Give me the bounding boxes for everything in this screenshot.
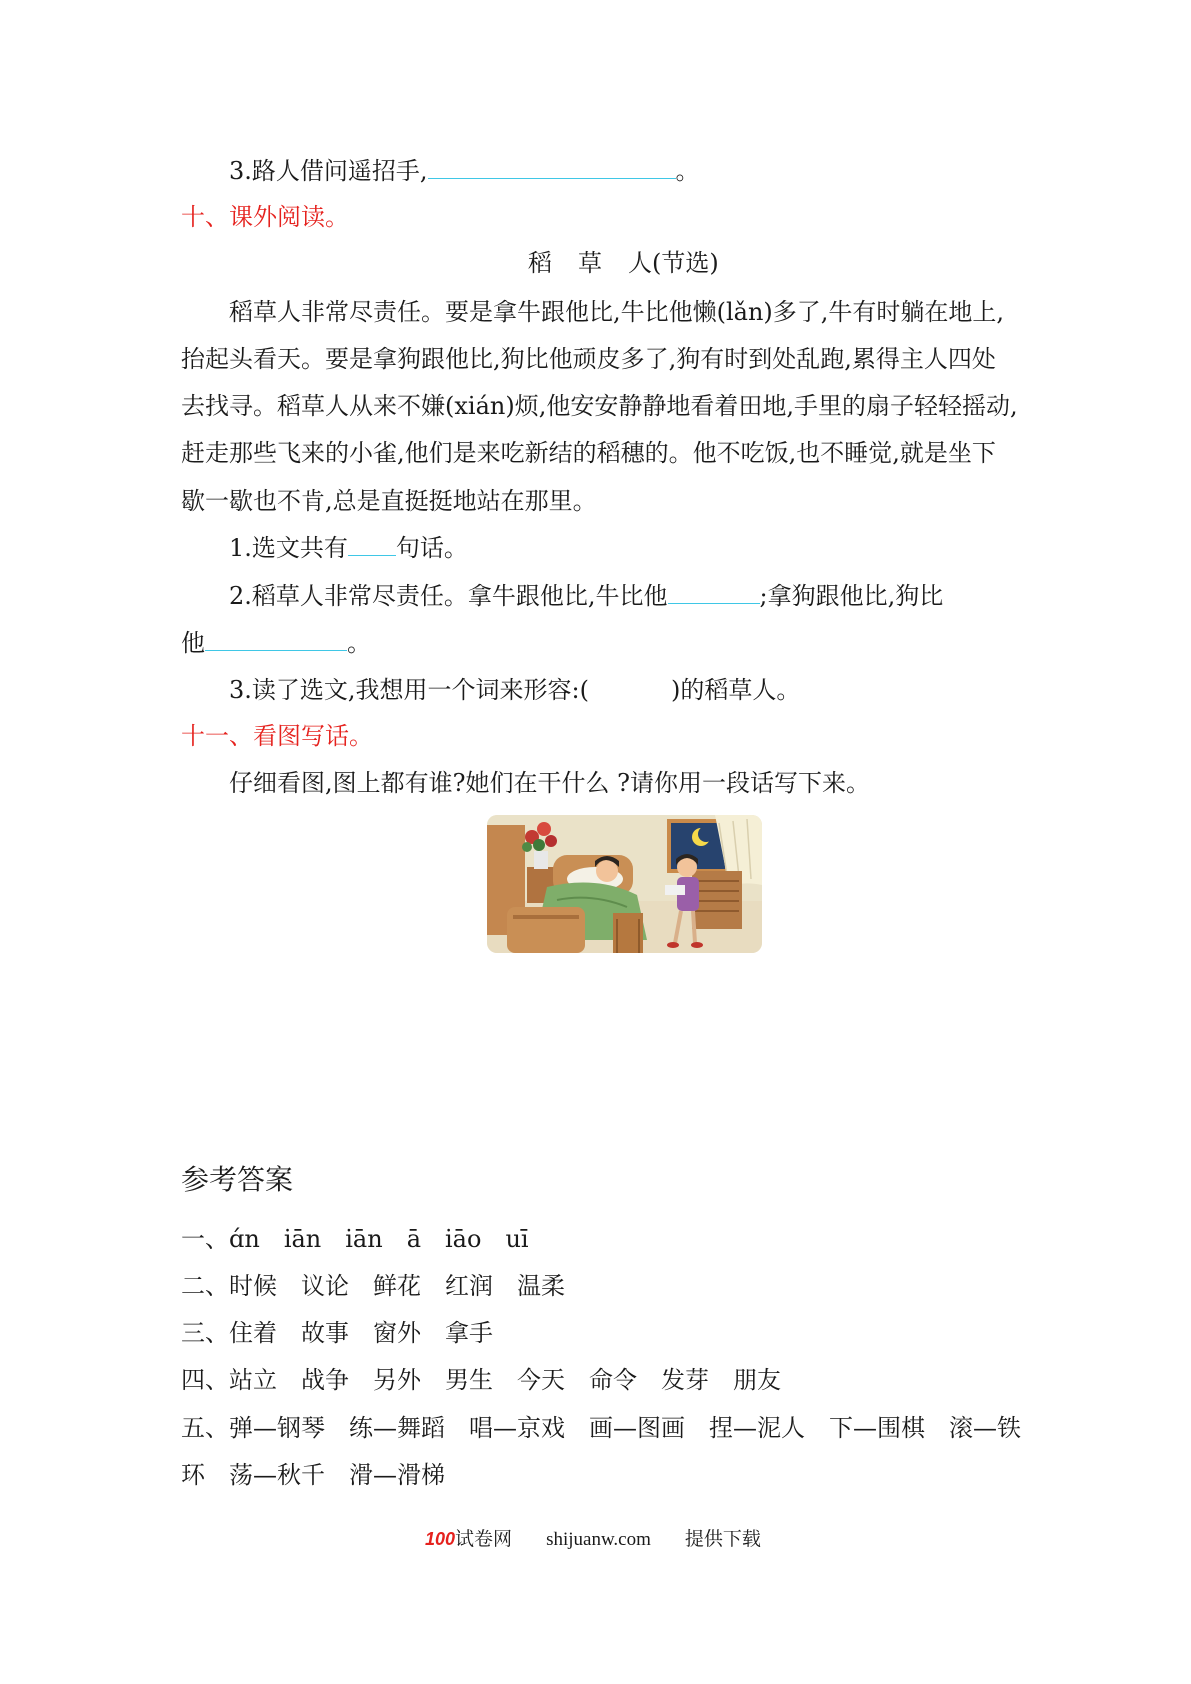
question-10-3: [229, 675, 800, 705]
section-11-heading: 十一、看图写话。: [181, 722, 373, 750]
site-domain-link[interactable]: shijuanw.com: [546, 1529, 651, 1550]
answers-title: 参考答案: [181, 1163, 294, 1196]
answer-line: 五、弹—钢琴 练—舞蹈 唱—京戏 画—图画 捏—泥人 下—围棋 滚—铁: [181, 1414, 1021, 1442]
title-char: 稻: [528, 249, 552, 277]
answer-line: 环 荡—秋千 滑—滑梯: [181, 1461, 445, 1489]
question-9-3: [229, 156, 700, 186]
passage-title: [528, 248, 719, 278]
title-suffix: (节选): [652, 249, 719, 277]
question-10-2-mid: ;拿狗跟他比,狗比: [759, 582, 944, 610]
footer: [425, 1526, 761, 1553]
answer-blank[interactable]: [428, 156, 676, 179]
question-9-3-prefix: 3.路人借问遥招手,: [229, 157, 428, 185]
site-name: 试卷网: [455, 1528, 513, 1550]
section-10-heading: 十、课外阅读。: [181, 203, 349, 231]
question-10-3-suffix: )的稻草人。: [670, 676, 801, 704]
question-10-1-prefix: 1.选文共有: [229, 534, 348, 562]
picture-writing-prompt: 仔细看图,图上都有谁?她们在干什么 ?请你用一段话写下来。: [229, 769, 870, 797]
question-9-3-suffix: 。: [675, 157, 700, 185]
passage-line: 歇一歇也不肯,总是直挺挺地站在那里。: [181, 487, 597, 515]
answer-line: 二、时候 议论 鲜花 红润 温柔: [181, 1272, 565, 1300]
question-10-2-line2-suffix: 。: [347, 629, 371, 657]
passage-line: 去找寻。稻草人从来不嫌(xián)烦,他安安静静地看着田地,手里的扇子轻轻摇动,: [181, 392, 1018, 420]
question-10-2: [229, 581, 943, 611]
question-10-2-line2-prefix: 他: [181, 629, 205, 657]
passage-line: 抬起头看天。要是拿狗跟他比,狗比他顽皮多了,狗有时到处乱跑,累得主人四处: [181, 345, 996, 373]
answer-line: 三、住着 故事 窗外 拿手: [181, 1319, 493, 1347]
question-10-1-suffix: 句话。: [395, 534, 468, 562]
answer-blank[interactable]: [668, 581, 760, 604]
download-text: 提供下载: [684, 1528, 761, 1550]
answer-line: 一、ɑ́n iān iān ā iāo uī: [181, 1225, 529, 1253]
site-logo-number: 100: [425, 1529, 456, 1549]
illustration-sick-mother-in-bed: [487, 815, 762, 953]
answer-blank[interactable]: [205, 628, 347, 651]
title-char: 人: [628, 249, 652, 277]
answer-blank[interactable]: [348, 533, 396, 556]
illustration-svg: [487, 815, 762, 953]
question-10-3-prefix: 3.读了选文,我想用一个词来形容:(: [229, 676, 589, 704]
title-char: 草: [578, 249, 602, 277]
passage-line: 赶走那些飞来的小雀,他们是来吃新结的稻穗的。他不吃饭,也不睡觉,就是坐下: [181, 439, 996, 467]
question-10-1: [229, 533, 468, 563]
question-10-2-continued: [181, 628, 371, 658]
passage-line: 稻草人非常尽责任。要是拿牛跟他比,牛比他懒(lǎn)多了,牛有时躺在地上,: [229, 298, 1005, 326]
answer-line: 四、站立 战争 另外 男生 今天 命令 发芽 朋友: [181, 1366, 781, 1394]
question-10-2-prefix: 2.稻草人非常尽责任。拿牛跟他比,牛比他: [229, 582, 668, 610]
